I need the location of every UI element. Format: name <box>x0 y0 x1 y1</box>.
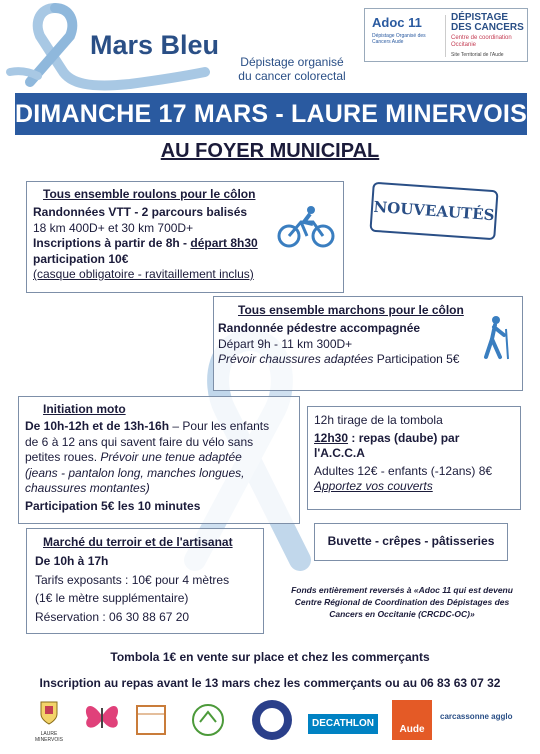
terroir-line2: Tarifs exposants : 10€ pour 4 mètres <box>35 572 230 587</box>
repas-line2 <box>314 431 520 447</box>
moto-enfants: – Pour les enfants <box>169 419 270 433</box>
marche-box <box>213 296 523 391</box>
terroir-line4: Réservation : 06 30 88 67 20 <box>35 609 190 624</box>
venue-title: AU FOYER MUNICIPAL <box>160 140 380 162</box>
marche-chaussures: Prévoir chaussures adaptées <box>218 352 374 366</box>
hiker-icon <box>476 315 512 361</box>
decathlon-logo: DECATHLON <box>308 714 378 734</box>
page-title: Mars Bleu <box>90 30 220 60</box>
marche-participation: Participation 5€ <box>373 352 460 366</box>
terroir-line1: De 10h à 17h <box>35 554 109 568</box>
repas-daube: : repas (daube) par <box>348 430 460 445</box>
vtt-line1: Randonnées VTT - 2 parcours balisés <box>33 205 248 219</box>
coat-of-arms-icon <box>39 700 59 726</box>
header-subtitle <box>222 55 362 83</box>
association-logo <box>186 702 230 738</box>
laure-minervois-logo <box>28 700 70 743</box>
moto-title: Initiation moto <box>43 402 126 416</box>
moto-line3 <box>25 450 299 466</box>
vtt-line2: 18 km 400D+ et 30 km 700D+ <box>33 220 194 235</box>
adoc-logo-subtitle: Dépistage Organisé des Cancers Aude <box>372 33 426 45</box>
repas-line4: Adultes 12€ - enfants (-12ans) 8€ <box>314 463 493 478</box>
repas-line5: Apportez vos couverts <box>314 479 433 493</box>
aude-logo: Aude <box>392 700 432 740</box>
repas-heure: 12h30 <box>314 430 349 445</box>
moto-roues: petites roues. <box>25 450 101 464</box>
terroir-title: Marché du terroir et de l'artisanat <box>43 535 233 549</box>
adoc-logo <box>364 8 528 62</box>
depistage-logo-subtitle: Centre de coordination Occitanie <box>451 35 512 48</box>
moto-line1 <box>25 419 299 435</box>
buvette-box <box>314 523 508 561</box>
repas-line3: l'A.C.C.A <box>314 446 365 460</box>
marche-title: Tous ensemble marchons pour le côlon <box>238 303 464 317</box>
round-badge-logo <box>250 698 294 742</box>
laure-minervois-label: LAURE MINERVOIS <box>35 731 63 743</box>
cyclist-icon <box>277 204 335 248</box>
vtt-line4: participation 10€ <box>33 251 129 266</box>
marche-line1: Randonnée pédestre accompagnée <box>218 321 421 335</box>
vtt-depart: départ 8h30 <box>190 236 258 250</box>
moto-tenue: Prévoir une tenue adaptée <box>100 450 242 464</box>
tombola-note: Tombola 1€ en vente sur place et chez les commerçants <box>110 650 430 664</box>
butterfly-logo <box>82 696 122 736</box>
fonds-note: Fonds entièrement reversés à «Adoc 11 qui est devenu Centre Régional de Coordination des Dépistages des Cancers en Occitanie (CRCDC-OC)» <box>291 585 513 619</box>
marche-terroir-box <box>26 528 264 634</box>
moto-horaires: De 10h-12h et de 13h-16h <box>25 419 170 433</box>
shop-logo <box>134 700 168 738</box>
moto-line4: (jeans - pantalon long, manches longues, <box>25 465 245 480</box>
vtt-title: Tous ensemble roulons pour le côlon <box>43 187 256 201</box>
moto-line2: de 6 à 12 ans qui savent faire du vélo sans <box>25 434 254 449</box>
marche-line2: Départ 9h - 11 km 300D+ <box>218 336 353 351</box>
vtt-box <box>26 181 344 293</box>
logo-divider <box>445 15 446 57</box>
vtt-line5: (casque obligatoire - ravitaillement inclus) <box>33 267 254 281</box>
date-banner: DIMANCHE 17 MARS - LAURE MINERVOIS <box>15 93 527 135</box>
nouveautes-stamp: NOUVEAUTÉS <box>369 182 498 241</box>
carcassonne-logo: carcassonne agglo <box>440 712 513 721</box>
adoc-logo-title: Adoc 11 <box>372 15 422 30</box>
moto-box <box>18 396 300 524</box>
inscription-note: Inscription au repas avant le 13 mars chez les commerçants ou au 06 83 63 07 32 <box>39 676 501 690</box>
header-subtitle-line1: Dépistage organisé <box>240 55 344 69</box>
repas-line1: 12h tirage de la tombola <box>314 413 443 427</box>
repas-box <box>307 406 521 510</box>
buvette-line1: Buvette - crêpes - pâtisseries <box>327 534 495 549</box>
terroir-line3: (1€ le mètre supplémentaire) <box>35 591 189 605</box>
depistage-logo-title: DÉPISTAGE DES CANCERS <box>451 12 524 33</box>
header-subtitle-line2: du cancer colorectal <box>238 69 346 83</box>
moto-line5: chaussures montantes) <box>25 481 150 495</box>
sponsor-logos <box>28 694 528 748</box>
depistage-logo-site: Site Territorial de l'Aude <box>451 52 504 58</box>
moto-line6: Participation 5€ les 10 minutes <box>25 498 201 513</box>
vtt-inscriptions: Inscriptions à partir de 8h - <box>33 236 191 250</box>
